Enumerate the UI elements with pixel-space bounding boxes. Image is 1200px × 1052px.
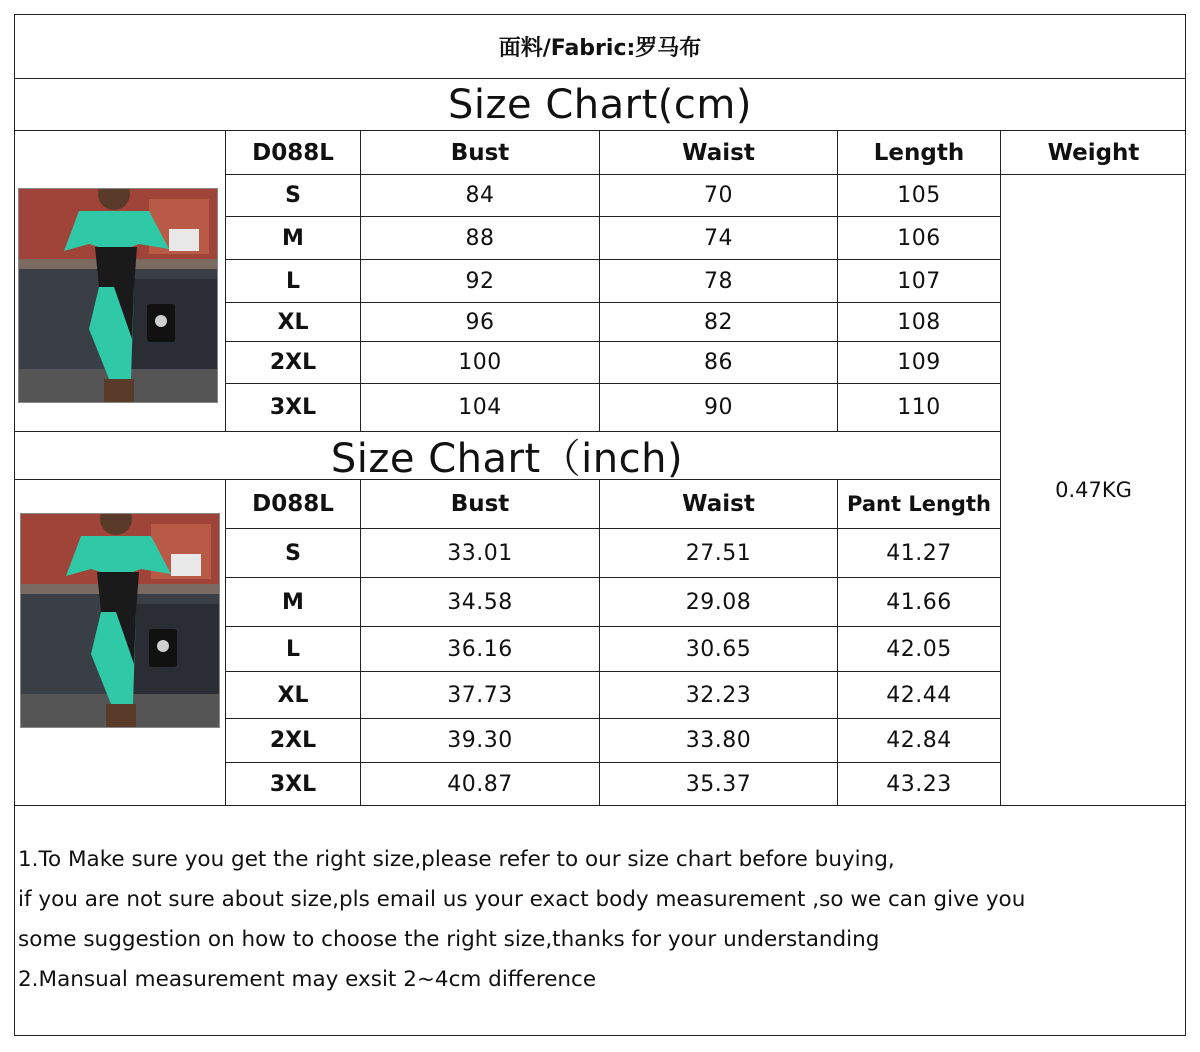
product-photo xyxy=(20,513,220,728)
cm-cell-bust: 104 xyxy=(458,395,502,420)
cm-cell-size: S xyxy=(285,183,301,208)
inch-cell-bust: 37.73 xyxy=(447,682,513,708)
inch-cell-waist: 35.37 xyxy=(685,771,752,797)
divider xyxy=(1000,130,1001,805)
inch-cell-waist: 33.80 xyxy=(685,728,752,753)
cm-cell-length: 109 xyxy=(897,350,941,375)
cm-cell-length: 105 xyxy=(897,183,941,208)
weight-header: Weight xyxy=(1047,139,1140,166)
inch-cell-size: 3XL xyxy=(269,771,317,797)
inch-cell-bust: 36.16 xyxy=(447,636,513,662)
inch-cell-length: 42.05 xyxy=(886,636,952,662)
inch-cell-waist: 32.23 xyxy=(685,682,752,708)
cm-cell-waist: 90 xyxy=(704,395,733,420)
inch-cell-bust: 33.01 xyxy=(447,540,513,566)
cm-cell-waist: 70 xyxy=(704,183,733,208)
inch-header-length: Pant Length xyxy=(847,492,991,516)
cm-header-length: Length xyxy=(873,139,965,166)
inch-cell-size: S xyxy=(285,540,301,566)
cm-cell-size: L xyxy=(285,268,301,294)
dress-model-image xyxy=(21,514,220,728)
inch-cell-length: 42.44 xyxy=(886,682,952,708)
inch-cell-length: 41.27 xyxy=(886,540,952,566)
cm-cell-size: M xyxy=(282,225,304,251)
cm-cell-waist: 82 xyxy=(704,309,733,335)
cm-cell-bust: 88 xyxy=(465,225,495,251)
cm-header-style: D088L xyxy=(252,139,334,166)
inch-cell-size: XL xyxy=(277,682,309,708)
inch-cell-waist: 30.65 xyxy=(685,636,752,662)
cm-cell-size: XL xyxy=(277,309,309,335)
cm-chart-title: Size Chart(cm) xyxy=(448,81,752,128)
cm-cell-length: 107 xyxy=(897,268,941,294)
size-notes xyxy=(18,840,1188,1000)
inch-cell-waist: 29.08 xyxy=(685,589,752,615)
cm-cell-bust: 92 xyxy=(465,268,495,294)
cm-header-bust: Bust xyxy=(450,139,510,166)
cm-cell-length: 108 xyxy=(897,309,941,335)
inch-header-waist: Waist xyxy=(682,491,755,517)
inch-chart-title: Size Chart（inch) xyxy=(330,436,684,482)
note-line: some suggestion on how to choose the right size,thanks for your understanding xyxy=(18,927,880,952)
inch-cell-size: M xyxy=(282,589,304,615)
inch-cell-length: 42.84 xyxy=(886,728,952,753)
cm-cell-size: 3XL xyxy=(269,395,317,420)
cm-cell-waist: 74 xyxy=(704,225,733,251)
cm-cell-length: 110 xyxy=(897,395,941,420)
divider xyxy=(14,805,1186,806)
inch-cell-size: 2XL xyxy=(269,728,317,753)
inch-cell-waist: 27.51 xyxy=(685,540,752,566)
cm-cell-bust: 100 xyxy=(458,350,502,375)
fabric-title: 面料/Fabric:罗马布 xyxy=(498,35,702,61)
cm-cell-size: 2XL xyxy=(269,350,317,375)
inch-cell-bust: 40.87 xyxy=(447,771,513,797)
cm-cell-bust: 84 xyxy=(465,183,495,208)
inch-cell-length: 41.66 xyxy=(886,589,952,615)
note-line: 1.To Make sure you get the right size,please refer to our size chart before buying, xyxy=(18,847,895,872)
dress-model-image xyxy=(19,189,218,403)
cm-cell-waist: 86 xyxy=(704,350,733,375)
weight-value: 0.47KG xyxy=(1055,478,1132,502)
inch-cell-bust: 39.30 xyxy=(447,728,513,753)
cm-cell-length: 106 xyxy=(897,225,941,251)
note-line: if you are not sure about size,pls email us your exact body measurement ,so we can give you xyxy=(18,887,1026,912)
note-line: 2.Mansual measurement may exsit 2~4cm difference xyxy=(18,967,597,992)
inch-cell-bust: 34.58 xyxy=(447,589,513,615)
inch-header-style: D088L xyxy=(252,491,334,517)
inch-cell-length: 43.23 xyxy=(886,771,952,797)
cm-header-waist: Waist xyxy=(682,139,755,166)
cm-cell-bust: 96 xyxy=(465,309,495,335)
inch-cell-size: L xyxy=(285,636,301,662)
cm-cell-waist: 78 xyxy=(704,268,733,294)
product-photo xyxy=(18,188,218,403)
inch-header-bust: Bust xyxy=(450,491,510,517)
